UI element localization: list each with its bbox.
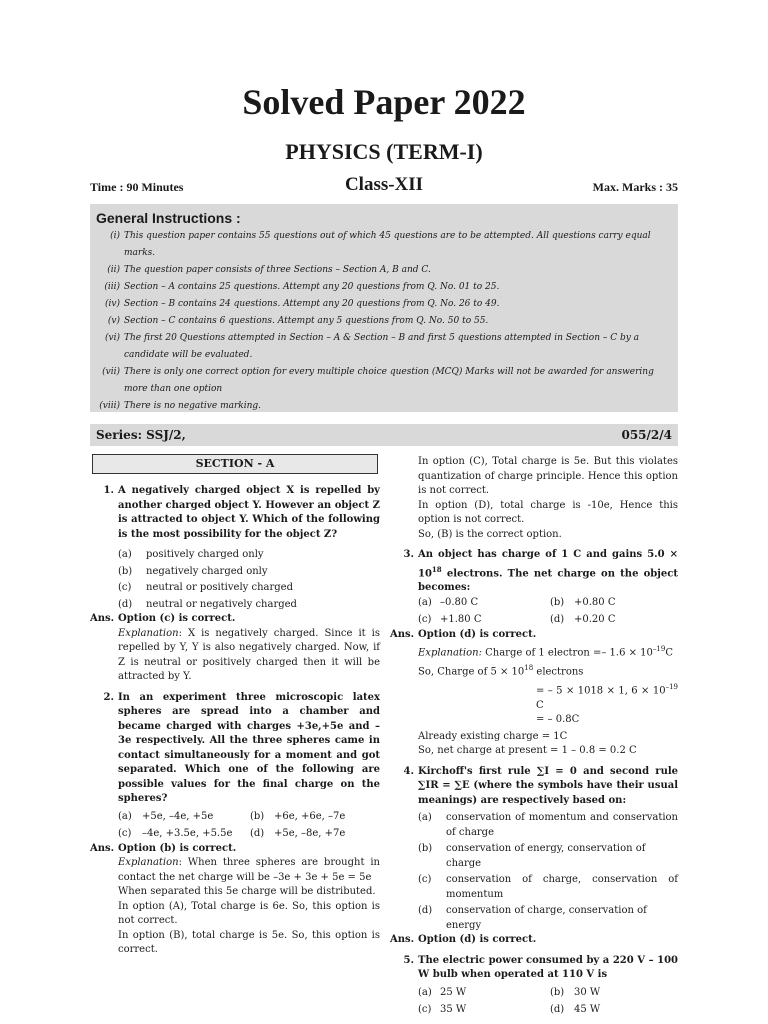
option-text: positively charged only bbox=[146, 549, 264, 560]
instruction-item bbox=[96, 228, 672, 262]
option-text: 25 W bbox=[440, 986, 467, 998]
option-label: (b) bbox=[418, 843, 433, 855]
explanation-label: Explanation bbox=[118, 857, 179, 868]
option bbox=[90, 548, 380, 563]
answer bbox=[90, 612, 380, 627]
explanation-text: : When three spheres are brought in contact the net charge will be –3e + 3e + 5e = 5e bbox=[118, 857, 380, 883]
explanation-text: : X is negatively charged. Since it is repelled by Y, Y is also negatively charged. Now, if Z is neutral or positively charged then it will be attracted by Y. bbox=[118, 627, 380, 682]
paper-title: Solved Paper 2022 bbox=[242, 82, 526, 122]
question-text: A negatively charged object X is repelled by another charged object Y. However an object Z is attracted to object Y. Which of the following is the most possibility for the object Z? bbox=[118, 485, 380, 540]
explanation-line: When separated this 5e charge will be distributed. bbox=[118, 886, 376, 897]
instruction-number: (i) bbox=[110, 231, 120, 241]
answer-label: Ans. bbox=[390, 934, 415, 946]
question-text: Kirchoff's first rule ∑I = 0 and second rule ∑IR = ∑E (where the symbols have their usual meanings) are respectively based on: bbox=[418, 765, 678, 806]
option bbox=[390, 811, 678, 840]
series-code: Series: SSJ/2, bbox=[96, 428, 186, 442]
instruction-number: (vii) bbox=[102, 367, 120, 377]
option-label: (b) bbox=[550, 596, 565, 608]
explanation bbox=[90, 856, 380, 885]
answer-label: Ans. bbox=[90, 613, 115, 624]
option-row bbox=[390, 596, 678, 611]
option-text: conservation of charge, conservation of momentum bbox=[446, 874, 678, 900]
instruction-text: Section – A contains 25 questions. Attempt any 20 questions from Q. No. 01 to 25. bbox=[124, 282, 500, 292]
question-superscript: 18 bbox=[431, 564, 442, 574]
question-number: 5. bbox=[403, 954, 414, 966]
option-row bbox=[390, 613, 678, 628]
instruction-number: (v) bbox=[107, 316, 120, 326]
left-column bbox=[90, 454, 380, 958]
instruction-item bbox=[96, 364, 672, 398]
section-heading: SECTION - A bbox=[92, 454, 378, 474]
option bbox=[90, 581, 380, 596]
question-3 bbox=[390, 548, 678, 596]
instruction-number: (ii) bbox=[107, 265, 120, 275]
answer-text: Option (c) is correct. bbox=[118, 613, 236, 624]
option-text: +0.80 C bbox=[574, 596, 616, 608]
explanation-line bbox=[390, 680, 678, 713]
option-label: (c) bbox=[118, 828, 132, 839]
instruction-text: Section – C contains 6 questions. Attempt any 5 questions from Q. No. 50 to 55. bbox=[124, 316, 489, 326]
question-text: The electric power consumed by a 220 V – 100 W bulb when operated at 110 V is bbox=[418, 954, 678, 981]
option-row bbox=[390, 1003, 678, 1018]
instruction-text: Section – B contains 24 questions. Attempt any 20 questions from Q. No. 26 to 49. bbox=[124, 299, 500, 309]
marks-label: Max. Marks : 35 bbox=[592, 180, 678, 194]
option-text: conservation of momentum and conservation of charge bbox=[446, 812, 678, 838]
time-label: Time : 90 Minutes bbox=[90, 180, 184, 194]
instruction-text: This question paper contains 55 questions out of which 45 questions are to be attempted. All questions carry equal marks. bbox=[124, 231, 651, 258]
instruction-item bbox=[96, 279, 672, 296]
explanation-text-cont: C bbox=[665, 647, 673, 659]
answer-label: Ans. bbox=[390, 628, 415, 640]
line-text: = – 5 × 1018 × 1, 6 × 10 bbox=[536, 685, 666, 697]
option-label: (a) bbox=[418, 812, 432, 824]
option bbox=[90, 598, 380, 613]
option-text: –4e, +3.5e, +5.5e bbox=[142, 828, 233, 839]
instruction-item bbox=[96, 296, 672, 313]
option-label: (c) bbox=[118, 582, 132, 593]
instruction-text: There is no negative marking. bbox=[124, 401, 262, 411]
option-text: +5e, –4e, +5e bbox=[142, 810, 214, 822]
option-label: (a) bbox=[118, 549, 132, 560]
option-text: conservation of charge, conservation of energy bbox=[446, 905, 647, 931]
option-text: +6e, +6e, –7e bbox=[274, 810, 346, 822]
instruction-item bbox=[96, 398, 672, 415]
explanation bbox=[390, 642, 678, 661]
option-label: (d) bbox=[418, 905, 433, 917]
paper-code: 055/2/4 bbox=[621, 428, 672, 442]
explanation-line: So, (B) is the correct option. bbox=[418, 528, 562, 540]
question-5 bbox=[390, 954, 678, 983]
option-label: (c) bbox=[418, 874, 432, 886]
class-label: Class-XII bbox=[344, 174, 424, 195]
question-1 bbox=[90, 484, 380, 542]
option-text: 45 W bbox=[574, 1004, 601, 1016]
paper-subtitle: PHYSICS (TERM-I) bbox=[285, 139, 483, 164]
explanation-line: = – 0.8C bbox=[536, 714, 580, 726]
explanation-line: In option (B), total charge is 5e. So, this option is correct. bbox=[118, 929, 380, 955]
explanation-line: Already existing charge = 1C bbox=[418, 730, 568, 742]
instructions-heading: General Instructions : bbox=[96, 210, 241, 226]
instruction-item bbox=[96, 262, 672, 279]
answer bbox=[390, 628, 678, 643]
option-text: neutral or positively charged bbox=[146, 582, 293, 593]
answer-text: Option (b) is correct. bbox=[118, 842, 237, 854]
option-text: –0.80 C bbox=[440, 596, 479, 608]
series-bar bbox=[90, 424, 678, 446]
option-label: (d) bbox=[250, 828, 265, 839]
question-text-cont: electrons. The net charge on the object becomes: bbox=[418, 567, 678, 594]
explanation bbox=[90, 627, 380, 685]
explanation-line bbox=[390, 661, 678, 680]
answer bbox=[90, 842, 380, 857]
option-row bbox=[90, 810, 380, 825]
option-label: (b) bbox=[118, 565, 133, 577]
explanation-superscript: –19 bbox=[652, 645, 666, 654]
explanation-label: Explanation: bbox=[418, 647, 482, 659]
option-text: +0.20 C bbox=[574, 614, 616, 626]
option-label: (d) bbox=[550, 1004, 565, 1016]
answer-text: Option (d) is correct. bbox=[418, 628, 537, 640]
explanation-line: In option (C), Total charge is 5e. But this violates quantization of charge principle. Hence this option is not correct. bbox=[418, 456, 678, 496]
answer-text: Option (d) is correct. bbox=[418, 934, 537, 946]
question-number: 3. bbox=[403, 549, 414, 560]
line-text-cont: C bbox=[536, 699, 544, 711]
line-superscript: 18 bbox=[524, 664, 534, 673]
line-superscript: –19 bbox=[665, 682, 678, 691]
explanation-label: Explanation bbox=[118, 627, 179, 639]
explanation-line: In option (D), total charge is -10e, Hence this option is not correct. bbox=[418, 499, 678, 525]
option-text: conservation of energy, conservation of charge bbox=[446, 843, 646, 869]
option-label: (a) bbox=[418, 986, 432, 998]
meta-row bbox=[90, 174, 678, 200]
option-label: (c) bbox=[418, 614, 432, 626]
general-instructions bbox=[90, 204, 678, 412]
option-label: (b) bbox=[550, 986, 565, 998]
question-number: 2. bbox=[103, 691, 114, 703]
question-text: In an experiment three microscopic latex spheres are spread into a chamber and became charged with charges +3e,+5e and –3e respectively. All the three spheres came in contact simultaneously for a moment and got separated. Which one of the following are possible values for the final charge on the spheres? bbox=[118, 691, 380, 804]
option bbox=[390, 873, 678, 902]
option-text: 30 W bbox=[574, 986, 601, 998]
option bbox=[390, 842, 678, 871]
question-4 bbox=[390, 765, 678, 809]
option-label: (a) bbox=[418, 596, 432, 608]
option-text: 35 W bbox=[440, 1004, 467, 1016]
option-text: neutral or negatively charged bbox=[146, 598, 297, 610]
option-label: (b) bbox=[250, 810, 265, 822]
option-label: (d) bbox=[118, 598, 133, 610]
instruction-item bbox=[96, 330, 672, 364]
question-number: 4. bbox=[403, 765, 414, 777]
instruction-text: There is only one correct option for every multiple choice question (MCQ) Marks will not be awarded for answering more than one option bbox=[124, 367, 654, 394]
instruction-item bbox=[96, 313, 672, 330]
option bbox=[90, 565, 380, 580]
instruction-number: (viii) bbox=[99, 401, 120, 411]
question-2 bbox=[90, 691, 380, 807]
question-text: An object has charge of 1 C and gains 5.0 × 10 bbox=[418, 549, 678, 579]
option-label: (d) bbox=[550, 614, 565, 626]
option-text: negatively charged only bbox=[146, 565, 268, 577]
option-text: +5e, –8e, +7e bbox=[274, 828, 346, 839]
question-number: 1. bbox=[103, 485, 114, 496]
option-text: +1.80 C bbox=[440, 614, 482, 626]
option bbox=[390, 904, 678, 933]
instruction-text: The question paper consists of three Sections – Section A, B and C. bbox=[124, 265, 431, 275]
line-text: So, Charge of 5 × 10 bbox=[418, 666, 525, 678]
option-label: (a) bbox=[118, 810, 132, 822]
explanation-line: In option (A), Total charge is 6e. So, this option is not correct. bbox=[118, 900, 380, 926]
instruction-number: (iii) bbox=[104, 282, 120, 292]
right-column bbox=[390, 455, 678, 1018]
answer-label: Ans. bbox=[90, 842, 115, 854]
instruction-text: The first 20 Questions attempted in Section – A & Section – B and first 5 questions attempted in Section – C by a candidate will be evaluated. bbox=[124, 333, 640, 360]
explanation-text: Charge of 1 electron =– 1.6 × 10 bbox=[481, 647, 653, 659]
option-label: (c) bbox=[418, 1004, 432, 1016]
answer bbox=[390, 933, 678, 948]
line-text-cont: electrons bbox=[533, 666, 584, 678]
option-row bbox=[390, 986, 678, 1001]
instruction-number: (vi) bbox=[105, 333, 120, 343]
explanation-line: So, net charge at present = 1 – 0.8 = 0.2 C bbox=[418, 745, 637, 757]
option-row bbox=[90, 827, 380, 842]
instruction-number: (iv) bbox=[105, 299, 120, 309]
